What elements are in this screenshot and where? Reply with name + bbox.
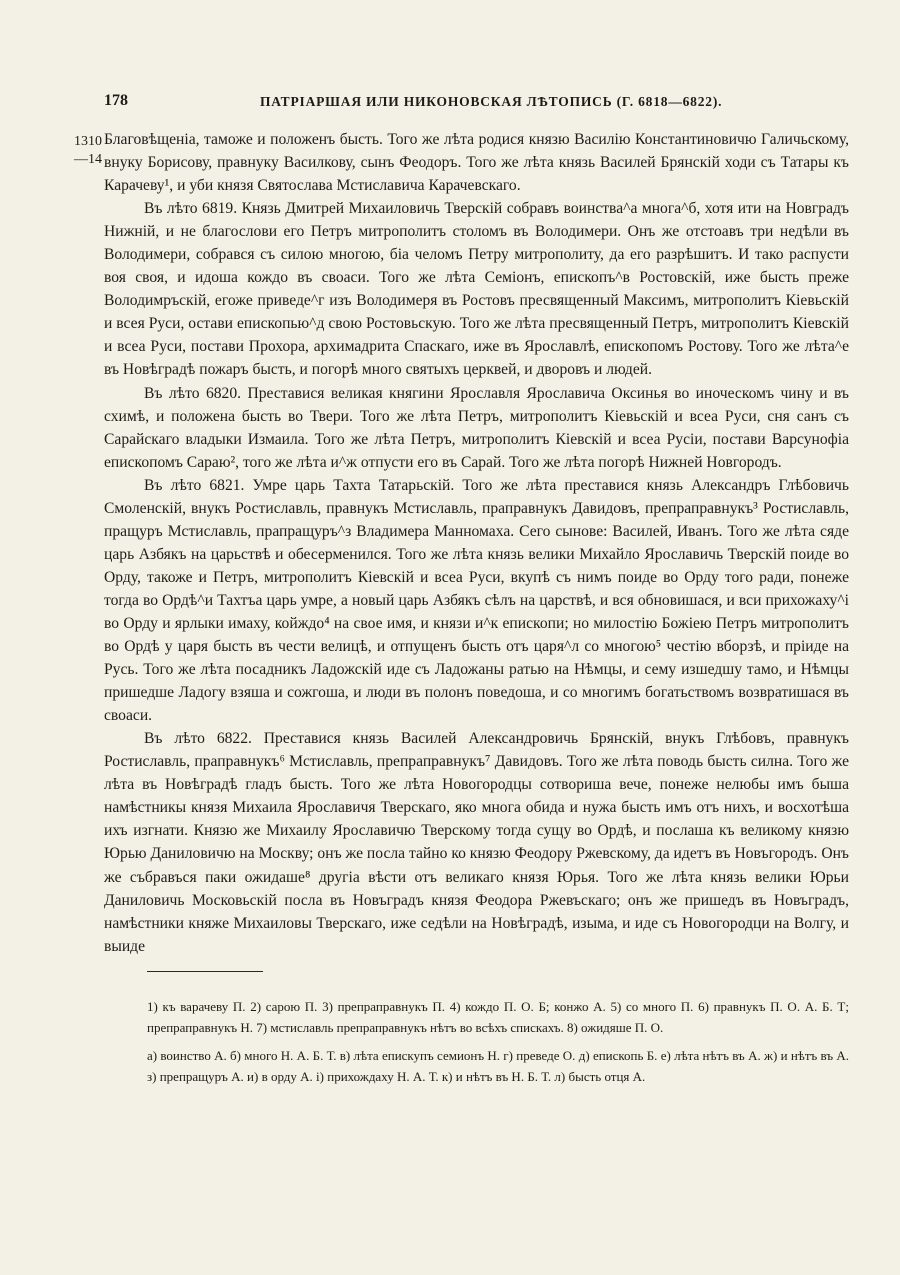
paragraph-6821: Въ лѣто 6821. Умре царь Тахта Татарьскій. Того же лѣта преставися князь Александръ Глѣбовичь Смоленскій, внукъ Ростиславль, правнукъ Мстиславль, праправнукъ Давидовъ, препраправнукъ³ Ростиславль, пращуръ Мстиславль, прапращуръ^з Владимера Манномаха. Сего сынове: Василей, Иванъ. Того же лѣта сяде царь Азбякъ на царьствѣ и обесерменился. Того же лѣта князь велики Михайло Ярославичь Тверскій поиде во Орду, такоже и Петръ, митрополитъ Кіевскій и всеа Руси, вкупѣ съ нимъ поиде во Орду того ради, понеже тогда во Ордѣ^и Тахтъа царь умре, а новый царь Азбякъ сѣлъ на царствѣ, и вся обновишася, и вси прихожаху^і во Орду и ярлыки имаху, койждо⁴ на свое имя, и князи и^к епископи; но милостію Божіею Петръ митрополитъ во Ордѣ у царя бысть въ чести велицѣ, и отпущенъ бысть отъ царя^л со многою⁵ честію вборзѣ, и пріиде на Русь. Того же лѣта посадникъ Ладожскій иде съ Ладожаны ратью на Нѣмцы, и сему изшедшу тамо, и Нѣмцы пришедше Ладогу взяша и сожгоша, и люди въ полонъ поведоша, и со многимъ богатьствомъ возвратишася въ своаси.: [104, 476, 849, 725]
paragraph-1: Благовѣщеніа, таможе и положенъ бысть. Того же лѣта родися князю Василію Константиновичю Галичьскому, внуку Борисову, правнуку Василкову, сынъ Феодоръ. Того же лѣта князь Василей Брянскій ходи съ Татары къ Карачеву¹, и уби князя Святослава Мстиславича Карачевскаго.: [104, 131, 849, 195]
paragraph-6819: Въ лѣто 6819. Князь Дмитрей Михаиловичь Тверскій собравъ воинства^а многа^б, хотя ити на Новградъ Нижній, и не благослови его Петръ митрополитъ столомъ въ Володимери. Онъ же отстоавъ три недѣли въ Володимери, собрався съ силою многою, біа челомъ Петру митрополиту, да его разрѣшитъ. И тако распусти воя своя, и идоша кождо въ своаси. Того же лѣта Семіонъ, епископъ^в Ростовскій, иже бысть преже Володимръскій, егоже приведе^г изъ Володимеря въ Ростовъ пресвященный Максимъ, митрополитъ Кіевьскій и всея Руси, остави епископью^д свою Ростовьскую. Того же лѣта пресвященный Петръ, митрополитъ Кіевскій и всеа Руси, постави Прохора, архимадрита Спаскаго, иже въ Ярославлѣ, епископомъ Ростову. Того же лѣта^е въ Новѣградѣ пожаръ бысть, и погорѣ много святыхъ церквей, и дворовъ и людей.: [104, 200, 849, 379]
page-header: [104, 92, 794, 114]
footnote-divider: [147, 971, 263, 972]
running-title: ПАТРІАРШАЯ ИЛИ НИКОНОВСКАЯ ЛѢТОПИСЬ (Г. 6818—6822).: [260, 94, 723, 109]
footnotes-numeric: [147, 996, 849, 1038]
footnotes-lettered: [147, 1045, 849, 1087]
margin-year-top: 1310: [74, 134, 102, 149]
footnotes-lettered-text: а) воинство А. б) много Н. А. Б. Т. в) лѣта епискупъ семионъ Н. г) преведе О. д) епископь Б. е) лѣта нѣтъ въ А. ж) и нѣтъ въ А. з) препращуръ А. и) в орду А. і) прихождаху Н. А. Т. к) и нѣтъ въ Н. Б. Т. л) бысть отця А.: [147, 1048, 849, 1084]
footnotes-numeric-text: 1) къ варачеву П. 2) сарою П. 3) препраправнукъ П. 4) кождо П. О. Б; конжо А. 5) со много П. 6) правнукъ П. О. А. Б. Т; препраправнукъ Н. 7) мстиславль препраправнукъ нѣтъ во всѣхъ спискахъ. 8) ожидяше П. О.: [147, 999, 849, 1035]
paragraph-6820: Въ лѣто 6820. Преставися великая княгини Ярославля Ярославича Оксинья во иноческомъ чину и въ схимѣ, и положена бысть во Твери. Того же лѣта Петръ, митрополитъ Кіевьскій и всеа Руси, сня санъ съ Сарайскаго владыки Измаила. Того же лѣта Петръ, митрополитъ Кіевскій и всеа Русіи, постави Варсунофіа епископомъ Сараю², того же лѣта и^ж отпусти его въ Сарай. Того же лѣта погорѣ Нижней Новгородъ.: [104, 384, 849, 471]
main-text: [104, 128, 849, 958]
margin-year-bottom: —14: [74, 152, 102, 167]
paragraph-6822: Въ лѣто 6822. Преставися князь Василей Александровичь Брянскій, внукъ Глѣбовъ, правнукъ Ростиславль, праправнукъ⁶ Мстиславль, препраправнукъ⁷ Давидовъ. Того же лѣта поводь бысть силна. Того же лѣта въ Новѣградѣ гладъ бысть. Того же лѣта Новогородцы сотвориша вече, понеже нелюбы имъ быша намѣстникы князя Михаила Ярославичя Тверскаго, яко многа обида и нужа бысть имъ отъ нихъ, и восхотѣша ихъ изгнати. Князю же Михаилу Ярославичю Тверскому тогда сущу во Ордѣ, и послаша къ великому князю Юрью Даниловичю на Москву; онъ же посла тайно ко князю Феодору Ржевскому, да идетъ въ Новъгородъ. Онъ же събравъся паки ожидаше⁸ другіа вѣсти отъ великаго князя Юрья. Того же лѣта князь велики Юрьи Даниловичь Московьскій посла въ Новъградъ князя Феодора Ржевъскаго; онъ же пришедъ въ Новъградъ, намѣстники княже Михаиловы Тверскаго, иже седѣли на Новѣградѣ, изыма, и иде съ Новогородци на Волгу, и выиде: [104, 730, 849, 955]
page-number: 178: [104, 92, 128, 109]
